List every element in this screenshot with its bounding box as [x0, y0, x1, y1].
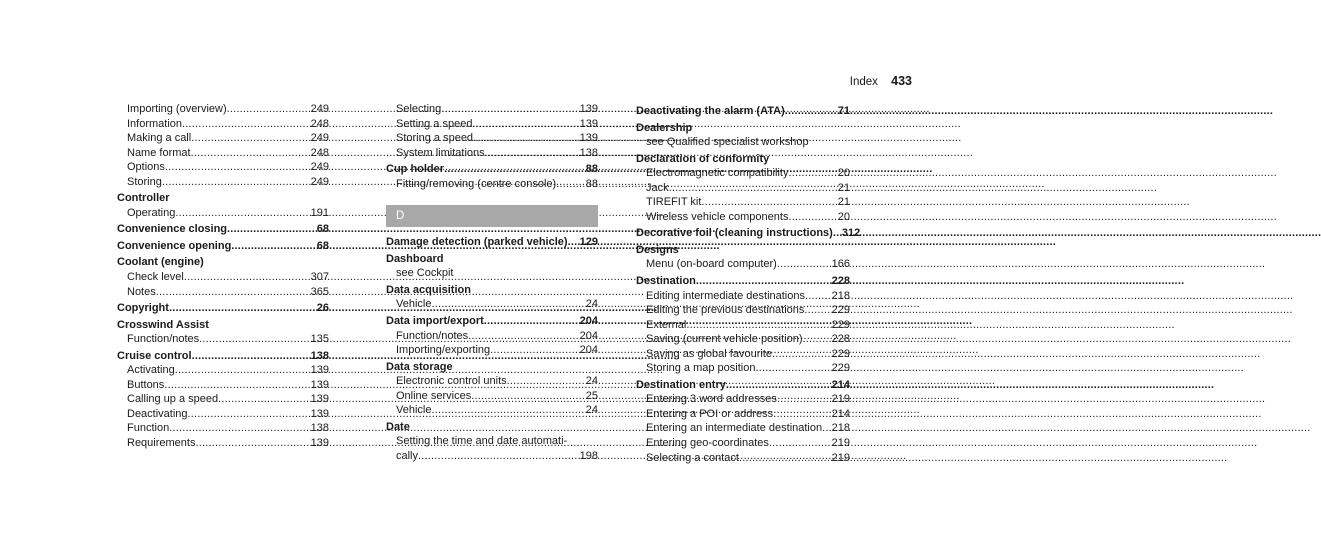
leader-dots	[556, 177, 583, 192]
index-entry	[636, 226, 861, 241]
leader-dots	[777, 392, 829, 407]
entry-label: System limitations	[396, 146, 485, 159]
leader-dots	[692, 121, 850, 136]
entry-page-ref: 219	[831, 437, 850, 450]
entry-page-ref: 20	[837, 210, 850, 223]
entry-page-ref: 249	[310, 161, 329, 174]
leader-dots	[188, 407, 308, 422]
entry-page-ref: 26	[316, 302, 329, 315]
entry-label: Information	[127, 117, 183, 130]
entry-label: Requirements	[127, 437, 196, 450]
index-subentry	[117, 117, 329, 132]
entry-label: Entering geo-coordinates	[646, 437, 769, 450]
index-subentry	[117, 332, 329, 347]
entry-label: Entering an intermediate destination	[646, 422, 823, 435]
leader-dots	[568, 235, 577, 250]
index-subentry	[117, 392, 329, 407]
index-subentry	[636, 347, 850, 362]
leader-dots	[184, 270, 308, 285]
leader-dots	[175, 363, 308, 378]
entry-page-ref: 24	[585, 404, 598, 417]
entry-label: Deactivating	[127, 407, 188, 420]
entry-page-ref: 229	[831, 318, 850, 331]
leader-dots	[227, 102, 308, 117]
leader-dots	[772, 347, 829, 362]
index-subentry	[636, 166, 850, 181]
section-heading: D	[386, 205, 598, 227]
entry-label: Data acquisition	[386, 283, 471, 296]
index-subentry	[117, 407, 329, 422]
leader-dots	[788, 166, 834, 181]
index-subentry	[386, 266, 598, 281]
leader-dots	[701, 195, 834, 210]
index-subentry	[636, 135, 850, 150]
entry-page-ref: 139	[579, 132, 598, 145]
entry-label: Function	[127, 422, 170, 435]
index-entry	[386, 162, 598, 177]
entry-page-ref: 166	[831, 258, 850, 271]
leader-dots	[471, 389, 583, 404]
index-column-2	[386, 102, 598, 463]
leader-dots	[785, 104, 835, 119]
entry-label: Date	[386, 420, 410, 433]
leader-dots	[191, 131, 307, 146]
entry-page-ref: 24	[585, 375, 598, 388]
entry-label: Name format	[127, 146, 191, 159]
entry-page-ref: 25	[585, 389, 598, 402]
leader-dots	[204, 255, 329, 270]
index-column-1	[117, 102, 329, 451]
leader-dots	[769, 436, 829, 451]
entry-label: Importing (overview)	[127, 103, 227, 115]
index-entry	[636, 243, 850, 258]
leader-dots	[809, 135, 850, 150]
index-subentry	[117, 285, 329, 300]
entry-label: Destination	[636, 275, 696, 288]
index-subentry	[386, 343, 598, 358]
leader-dots	[169, 421, 307, 436]
index-subentry	[117, 131, 329, 146]
entry-label: Importing/exporting	[396, 344, 491, 357]
leader-dots	[165, 160, 308, 175]
entry-label: Cup holder	[386, 163, 445, 176]
entry-page-ref: 88	[585, 177, 598, 190]
entry-page-ref: 68	[316, 239, 329, 252]
leader-dots	[696, 274, 829, 289]
entry-page-ref: 248	[310, 117, 329, 130]
leader-dots	[507, 374, 583, 389]
leader-dots	[788, 210, 834, 225]
entry-page-ref: 204	[579, 344, 598, 357]
entry-label: Designs	[636, 243, 679, 256]
entry-page-ref: 249	[310, 175, 329, 188]
leader-dots	[431, 297, 582, 312]
entry-page-ref: 228	[831, 333, 850, 346]
leader-dots	[669, 181, 835, 196]
entry-label: Activating	[127, 364, 175, 377]
leader-dots	[431, 403, 582, 418]
entry-label: Editing the previous destinations	[646, 304, 805, 317]
entry-page-ref: 20	[837, 167, 850, 180]
entry-label: Online services	[396, 389, 472, 402]
leader-dots	[472, 117, 576, 132]
leader-dots	[175, 206, 307, 221]
entry-label: Function/notes	[127, 333, 200, 346]
index-subentry	[117, 146, 329, 161]
index-subentry	[636, 195, 850, 210]
index-subentry	[117, 436, 329, 451]
entry-page-ref: 204	[579, 315, 598, 328]
leader-dots	[209, 318, 329, 333]
leader-dots	[471, 283, 598, 298]
entry-page-ref: 139	[579, 117, 598, 130]
entry-label: Coolant (engine)	[117, 256, 204, 269]
index-subentry	[636, 451, 850, 466]
entry-page-ref: 214	[831, 407, 850, 420]
leader-dots	[444, 162, 583, 177]
entry-label: see Cockpit	[396, 267, 454, 280]
index-subentry	[117, 102, 329, 117]
entry-label: Electronic control units	[396, 375, 507, 388]
entry-label: Controller	[117, 192, 170, 205]
entry-page-ref: 138	[310, 422, 329, 435]
entry-page-ref: 249	[310, 132, 329, 145]
entry-label: Options	[127, 161, 165, 174]
entry-label: Check level	[127, 271, 184, 284]
index-entry	[636, 274, 850, 289]
entry-page-ref: 139	[579, 103, 598, 115]
entry-label: see Qualified specialist workshop	[646, 136, 809, 149]
entry-label: Damage detection (parked vehicle)	[386, 236, 568, 249]
index-entry	[386, 235, 598, 250]
leader-dots	[453, 266, 598, 281]
index-entry	[636, 104, 850, 119]
index-entry	[636, 378, 850, 393]
entry-label: Convenience opening	[117, 239, 232, 252]
index-entry	[386, 360, 598, 375]
entry-page-ref: 138	[579, 146, 598, 159]
index-subentry	[117, 175, 329, 190]
entry-label: cally	[396, 449, 419, 462]
entry-page-ref: 218	[831, 289, 850, 302]
entry-label: Cruise control	[117, 349, 192, 362]
leader-dots	[192, 349, 308, 364]
index-subentry	[636, 289, 850, 304]
index-entry	[117, 301, 329, 316]
leader-dots	[443, 252, 598, 267]
index-subentry	[386, 117, 598, 132]
index-subentry	[386, 389, 598, 404]
entry-page-ref: 139	[310, 364, 329, 377]
entry-page-ref: 204	[579, 329, 598, 342]
entry-label: Operating	[127, 206, 176, 219]
entry-label: Editing intermediate destinations	[646, 289, 805, 302]
entry-label: Data import/export	[386, 315, 484, 328]
entry-page-ref: 129	[579, 236, 598, 249]
entry-label: Buttons	[127, 378, 165, 391]
leader-dots	[803, 332, 829, 347]
index-subentry	[636, 407, 850, 422]
entry-label: Vehicle	[396, 404, 432, 417]
index-subentry	[386, 177, 598, 192]
entry-label: Calling up a speed	[127, 393, 219, 406]
entry-label: Convenience closing	[117, 223, 228, 236]
entry-label: Deactivating the alarm (ATA)	[636, 105, 785, 117]
entry-label: External	[646, 318, 687, 331]
index-subentry	[636, 303, 850, 318]
index-subentry	[117, 421, 329, 436]
leader-dots	[773, 407, 828, 422]
index-subentry	[386, 329, 598, 344]
entry-page-ref: 135	[310, 333, 329, 346]
entry-label: Saving (current vehicle position)	[646, 333, 803, 346]
entry-page-ref: 198	[579, 449, 598, 462]
leader-dots	[156, 285, 308, 300]
entry-label: Entering 3 word addresses	[646, 393, 777, 406]
index-entry	[636, 121, 850, 136]
index-entry	[117, 318, 329, 333]
section-label: Index	[849, 76, 878, 88]
leader-dots	[182, 117, 308, 132]
entry-label: Selecting	[396, 103, 442, 115]
leader-dots	[804, 303, 828, 318]
entry-label: Wireless vehicle components	[646, 210, 789, 223]
entry-page-ref: 68	[316, 223, 329, 236]
entry-label: Saving as global favourite	[646, 347, 772, 360]
index-subentry	[386, 297, 598, 312]
index-subentry	[117, 270, 329, 285]
entry-label: Making a call	[127, 132, 192, 145]
entry-label: Decorative foil (cleaning instructions)	[636, 227, 833, 240]
entry-label: Menu (on-board computer)	[646, 258, 777, 271]
entry-page-ref: 219	[831, 393, 850, 406]
index-subentry	[636, 392, 850, 407]
entry-label: Jack	[646, 181, 669, 194]
entry-page-ref: 307	[310, 271, 329, 284]
leader-dots	[218, 392, 308, 407]
index-subentry	[117, 378, 329, 393]
leader-dots	[755, 361, 828, 376]
entry-label: Storing a map position	[646, 362, 756, 375]
leader-dots	[567, 434, 598, 449]
entry-page-ref: 219	[831, 451, 850, 464]
entry-page-ref: 214	[831, 378, 850, 391]
entry-label: Declaration of conformity	[636, 152, 770, 165]
index-subentry	[636, 318, 850, 333]
index-subentry	[386, 131, 598, 146]
leader-dots	[410, 420, 598, 435]
index-subentry	[386, 403, 598, 418]
leader-dots	[169, 301, 314, 316]
entry-page-ref: 139	[310, 378, 329, 391]
index-entry	[117, 191, 329, 206]
leader-dots	[726, 378, 829, 393]
entry-label: TIREFIT kit	[646, 196, 702, 209]
leader-dots	[679, 243, 850, 258]
index-subentry	[386, 434, 598, 449]
index-entry	[386, 420, 598, 435]
entry-page-ref: 21	[837, 181, 850, 194]
entry-label: Setting the time and date automati-	[396, 435, 568, 448]
leader-dots	[231, 239, 313, 254]
index-subentry	[386, 374, 598, 389]
leader-dots	[686, 318, 828, 333]
entry-label: Setting a speed	[396, 117, 473, 130]
entry-page-ref: 24	[585, 298, 598, 311]
index-subentry	[636, 436, 850, 451]
index-subentry	[386, 449, 598, 464]
entry-label: Notes	[127, 285, 156, 298]
index-entry	[636, 152, 850, 167]
leader-dots	[769, 152, 850, 167]
entry-page-ref: 139	[310, 407, 329, 420]
index-subentry	[386, 102, 598, 117]
entry-label: Electromagnetic compatibility	[646, 167, 789, 180]
index-subentry	[117, 160, 329, 175]
leader-dots	[473, 131, 577, 146]
leader-dots	[191, 146, 308, 161]
entry-page-ref: 71	[837, 105, 850, 117]
leader-dots	[199, 332, 307, 347]
leader-dots	[227, 222, 314, 237]
entry-page-ref: 138	[310, 349, 329, 362]
index-entry	[386, 252, 598, 267]
leader-dots	[164, 378, 307, 393]
entry-label: Copyright	[117, 302, 169, 315]
entry-page-ref: 229	[831, 362, 850, 375]
leader-dots	[162, 175, 308, 190]
index-entry	[386, 314, 598, 329]
entry-page-ref: 139	[310, 437, 329, 450]
page-number: 433	[891, 74, 912, 88]
index-column-3	[636, 102, 861, 465]
leader-dots	[453, 360, 598, 375]
entry-page-ref: 139	[310, 393, 329, 406]
index-subentry	[636, 181, 850, 196]
leader-dots	[195, 436, 307, 451]
entry-label: Dashboard	[386, 252, 444, 265]
index-subentry	[636, 210, 850, 225]
index-subentry	[386, 146, 598, 161]
index-entry	[117, 222, 329, 237]
leader-dots	[805, 289, 829, 304]
entry-page-ref: 21	[837, 196, 850, 209]
entry-label: Function/notes	[396, 329, 469, 342]
leader-dots	[468, 329, 576, 344]
leader-dots	[490, 343, 576, 358]
entry-page-ref: 229	[831, 304, 850, 317]
index-subentry	[636, 421, 850, 436]
entry-label: Fitting/removing (centre console)	[396, 177, 557, 190]
entry-page-ref: 249	[310, 103, 329, 115]
entry-label: Storing	[127, 175, 162, 188]
index-subentry	[636, 257, 850, 272]
entry-label: Storing a speed	[396, 132, 474, 145]
entry-label: Vehicle	[396, 298, 432, 311]
entry-label: Dealership	[636, 121, 693, 134]
entry-label: Data storage	[386, 360, 453, 373]
page-header	[850, 74, 912, 88]
leader-dots	[441, 102, 576, 117]
entry-page-ref: 228	[831, 275, 850, 288]
leader-dots	[418, 449, 577, 464]
entry-label: Selecting a contact	[646, 451, 739, 464]
entry-page-ref: 248	[310, 146, 329, 159]
leader-dots	[739, 451, 829, 466]
entry-page-ref: 88	[585, 163, 598, 176]
index-subentry	[117, 363, 329, 378]
entry-label: Entering a POI or address	[646, 407, 774, 420]
index-entry	[117, 255, 329, 270]
index-entry	[386, 283, 598, 298]
index-subentry	[636, 332, 850, 347]
leader-dots	[485, 146, 577, 161]
entry-page-ref: 312	[841, 227, 861, 240]
entry-label: Destination entry	[636, 378, 726, 391]
index-subentry	[117, 206, 329, 221]
leader-dots	[777, 257, 829, 272]
entry-page-ref: 218	[831, 422, 850, 435]
index-entry	[117, 239, 329, 254]
index-subentry	[636, 361, 850, 376]
leader-dots	[484, 314, 577, 329]
index-entry	[117, 349, 329, 364]
leader-dots	[170, 191, 329, 206]
entry-page-ref: 191	[310, 206, 329, 219]
entry-page-ref: 229	[831, 347, 850, 360]
entry-page-ref: 365	[310, 285, 329, 298]
entry-label: Crosswind Assist	[117, 318, 209, 331]
